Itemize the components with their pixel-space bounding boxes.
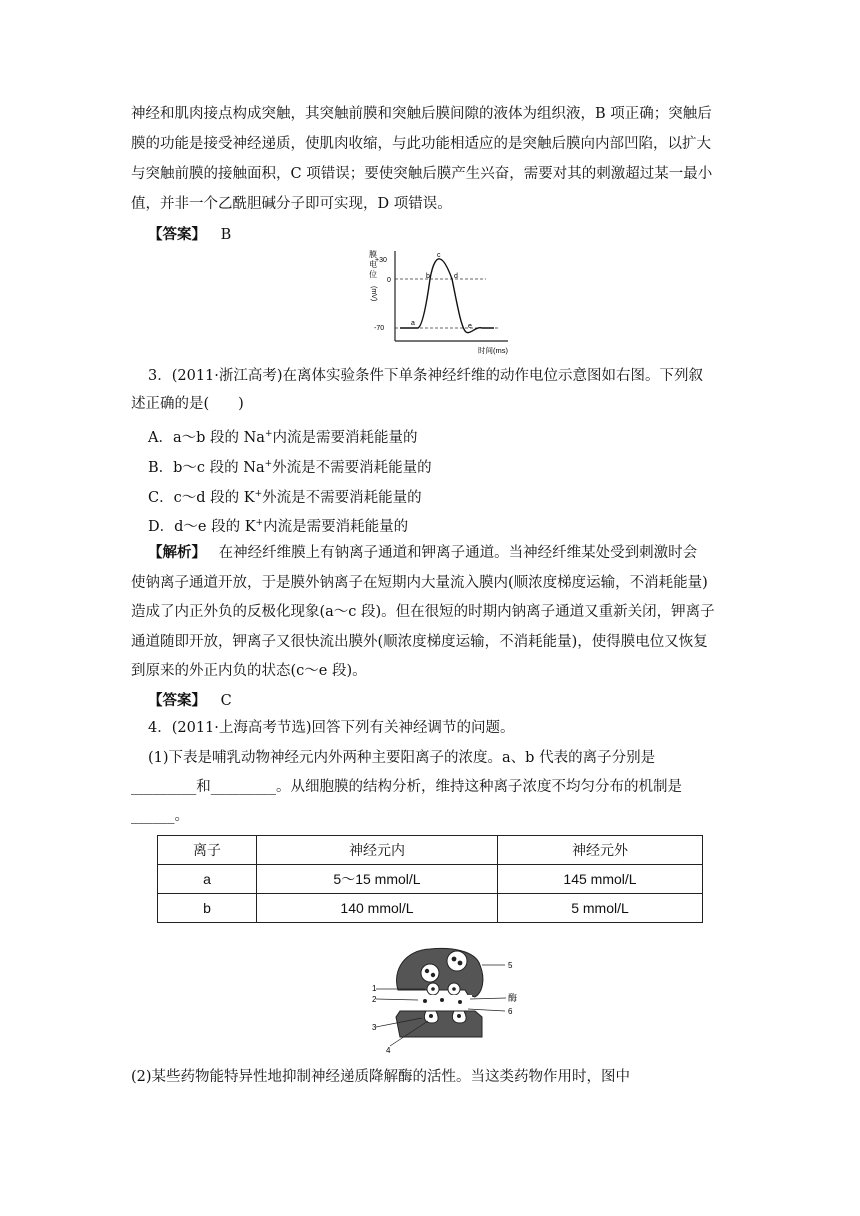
q4-line-2: (1)下表是哺乳动物神经元内外两种主要阳离子的浓度。a、b 代表的离子分别是	[148, 750, 656, 766]
vesicle	[421, 964, 439, 982]
analysis-tag: 【解析】	[148, 544, 206, 561]
analysis-line-3: 造成了内正外负的反极化现象(a～c 段)。但在很短的时期内钠离子通道又重新关闭，钾离子	[131, 604, 715, 620]
intro-line-1: 神经和肌肉接点构成突触，其突触前膜和突触后膜间隙的液体为组织液，B 项正确；突触后	[131, 106, 712, 122]
point-d: d	[454, 273, 458, 280]
synapse-label-1: 1	[372, 984, 377, 993]
ion-concentration-table	[157, 835, 703, 923]
y-tick-zero: 0	[387, 277, 391, 284]
q4b-line-1: (2)某些药物能特异性地抑制神经递质降解酶的活性。当这类药物作用时，图中	[131, 1069, 631, 1085]
q3-line-2: 述正确的是( )	[131, 396, 244, 412]
svg-text:(mV): (mV)	[370, 286, 377, 302]
table-header-row	[158, 836, 703, 865]
svg-text:位: 位	[369, 270, 377, 279]
synapse-diagram	[370, 945, 530, 1055]
table-cell: a	[158, 865, 257, 894]
svg-text:电: 电	[369, 260, 377, 269]
q3-option-b: B．b～c 段的 Na+外流是不需要消耗能量的	[148, 459, 432, 476]
q4-line-1: 4．(2011·上海高考节选)回答下列有关神经调节的问题。	[148, 720, 515, 736]
table-header: 神经元外	[498, 836, 703, 865]
x-axis-title: 时间(ms)	[478, 346, 508, 355]
postsynaptic-membrane	[396, 1011, 482, 1037]
answer-1	[148, 225, 231, 245]
table-row	[158, 894, 703, 923]
table-header: 神经元内	[257, 836, 498, 865]
q4-line-3: _________和_________。从细胞膜的结构分析，维持这种离子浓度不均匀分布的机制是	[131, 779, 682, 795]
point-c: c	[437, 252, 441, 259]
vesicle	[447, 951, 467, 971]
answer-2	[148, 691, 232, 711]
q3-option-a: A．a～b 段的 Na+内流是需要消耗能量的	[148, 429, 418, 446]
table-row	[158, 865, 703, 894]
answer-1-value: B	[220, 227, 232, 243]
intro-line-4: 值，并非一个乙酰胆碱分子即可实现，D 项错误。	[131, 196, 452, 212]
q3-option-d: D．d～e 段的 K+内流是需要消耗能量的	[148, 518, 409, 535]
synapse-label-4: 4	[386, 1046, 391, 1055]
table-cell: 5～15 mmol/L	[257, 865, 498, 894]
point-e: e	[468, 323, 472, 330]
synapse-label-enzyme: 酶	[508, 993, 518, 1003]
answer-2-value: C	[220, 693, 232, 709]
q3-option-c: C．c～d 段的 K+外流是不需要消耗能量的	[148, 489, 422, 506]
intro-line-3: 与突触前膜的接触面积，C 项错误；要使突触后膜产生兴奋，需要对其的刺激超过某一最小	[131, 166, 713, 182]
intro-line-2: 膜的功能是接受神经递质，使肌肉收缩，与此功能相适应的是突触后膜向内部凹陷，以扩大	[131, 136, 711, 152]
answer-1-tag: 【答案】	[148, 226, 206, 243]
analysis-line-1: 【解析】 在神经纤维膜上有钠离子通道和钾离子通道。当神经纤维某处受到刺激时会	[148, 544, 698, 561]
analysis-line-5: 到原来的外正内负的状态(c～e 段)。	[131, 663, 367, 679]
answer-2-tag: 【答案】	[148, 692, 206, 709]
table-cell: 5 mmol/L	[498, 894, 703, 923]
table-cell: 140 mmol/L	[257, 894, 498, 923]
analysis-line-2: 使钠离子通道开放，于是膜外钠离子在短期内大量流入膜内(顺浓度梯度运输，不消耗能量)	[131, 575, 708, 591]
synapse-label-5: 5	[508, 961, 513, 970]
y-tick-minus70: -70	[374, 325, 385, 332]
table-header: 离子	[158, 836, 257, 865]
point-a: a	[411, 320, 415, 327]
q4-line-4: ______。	[131, 808, 189, 824]
synapse-label-2: 2	[372, 995, 377, 1004]
action-potential-graph	[360, 248, 520, 358]
y-tick-plus30: +30	[375, 257, 387, 264]
svg-text:膜: 膜	[369, 250, 377, 259]
synapse-label-6: 6	[508, 1007, 513, 1016]
analysis-line-4: 通道随即开放，钾离子又很快流出膜外(顺浓度梯度运输，不消耗能量)，使得膜电位又恢复	[131, 634, 708, 650]
synapse-label-3: 3	[372, 1023, 377, 1032]
q3-line-1: 3．(2011·浙江高考)在离体实验条件下单条神经纤维的动作电位示意图如右图。下列叙	[148, 368, 704, 384]
table-cell: 145 mmol/L	[498, 865, 703, 894]
presynaptic-terminal	[397, 948, 483, 997]
point-b: b	[426, 273, 430, 280]
table-cell: b	[158, 894, 257, 923]
